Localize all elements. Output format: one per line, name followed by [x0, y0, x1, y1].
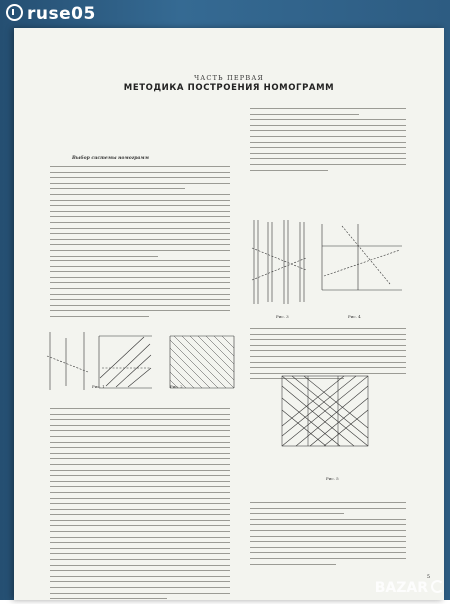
- watermark-text: ruse05: [27, 4, 96, 24]
- page-title: МЕТОДИКА ПОСТРОЕНИЯ НОМОГРАММ: [123, 83, 335, 93]
- figure-5: [278, 374, 378, 464]
- text-block-right-bottom: [250, 502, 406, 569]
- page-number: 5: [426, 574, 430, 580]
- figure-1-2: [44, 328, 244, 398]
- brand-logo: [375, 580, 444, 596]
- part-label: ЧАСТЬ ПЕРВАЯ: [194, 74, 264, 82]
- figure-3-4: [250, 218, 410, 314]
- caption-fig-1: Рис. 1: [92, 384, 105, 389]
- caption-fig-5: Рис. 5: [326, 476, 339, 481]
- brand-text: BAZAR: [374, 580, 428, 596]
- watermark-logo: [6, 4, 96, 24]
- text-block-right-top: [250, 108, 406, 175]
- text-block-left-top: [50, 166, 230, 261]
- brand-swirl-icon: [431, 580, 444, 593]
- caption-fig-2: Рис. 2: [170, 384, 183, 389]
- caption-fig-4: Рис. 4: [348, 314, 361, 319]
- book-page: [14, 28, 444, 600]
- watermark-icon: [6, 4, 23, 21]
- text-block-left-bottom: [50, 408, 230, 604]
- caption-fig-3: Рис. 3: [276, 314, 289, 319]
- text-block-left-mid: [50, 260, 230, 322]
- section-heading: Выбор системы номограмм: [72, 156, 149, 161]
